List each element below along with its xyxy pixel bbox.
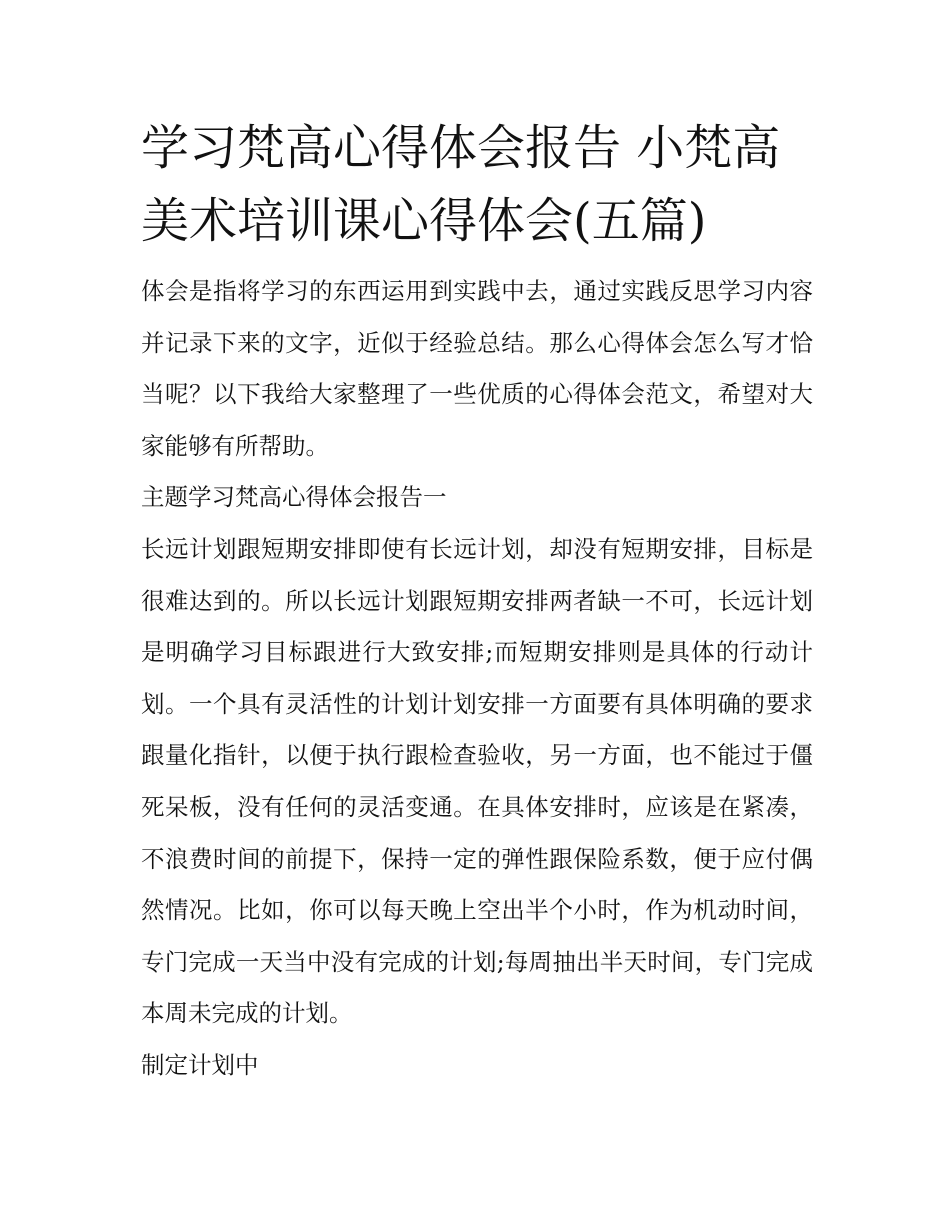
- intro-paragraph: 体会是指将学习的东西运用到实践中去，通过实践反思学习内容并记录下来的文字，近似于经验总结。那么心得体会怎么写才恰当呢？以下我给大家整理了一些优质的心得体会范文，希望对大家能够有所帮助。: [141, 277, 813, 460]
- body-paragraph: 长远计划跟短期安排即使有长远计划，却没有短期安排，目标是很难达到的。所以长远计划跟短期安排两者缺一不可，长远计划是明确学习目标跟进行大致安排;而短期安排则是具体的行动计划。一个具有灵活性的计划计划安排一方面要有具体明确的要求跟量化指针，以便于执行跟检查验收，另一方面，也不能过于僵死呆板，没有任何的灵活变通。在具体安排时，应该是在紧凑，不浪费时间的前提下，保持一定的弹性跟保险系数，便于应付偶然情况。比如，你可以每天晚上空出半个小时，作为机动时间，专门完成一天当中没有完成的计划;每周抽出半天时间，专门完成本周未完成的计划。: [141, 534, 813, 1028]
- section-heading: 主题学习梵高心得体会报告一: [141, 483, 447, 512]
- subsection-heading: 制定计划中: [141, 1050, 259, 1079]
- document-title: 学习梵高心得体会报告 小梵高美术培训课心得体会(五篇): [141, 120, 781, 249]
- document-body: [141, 112, 813, 1092]
